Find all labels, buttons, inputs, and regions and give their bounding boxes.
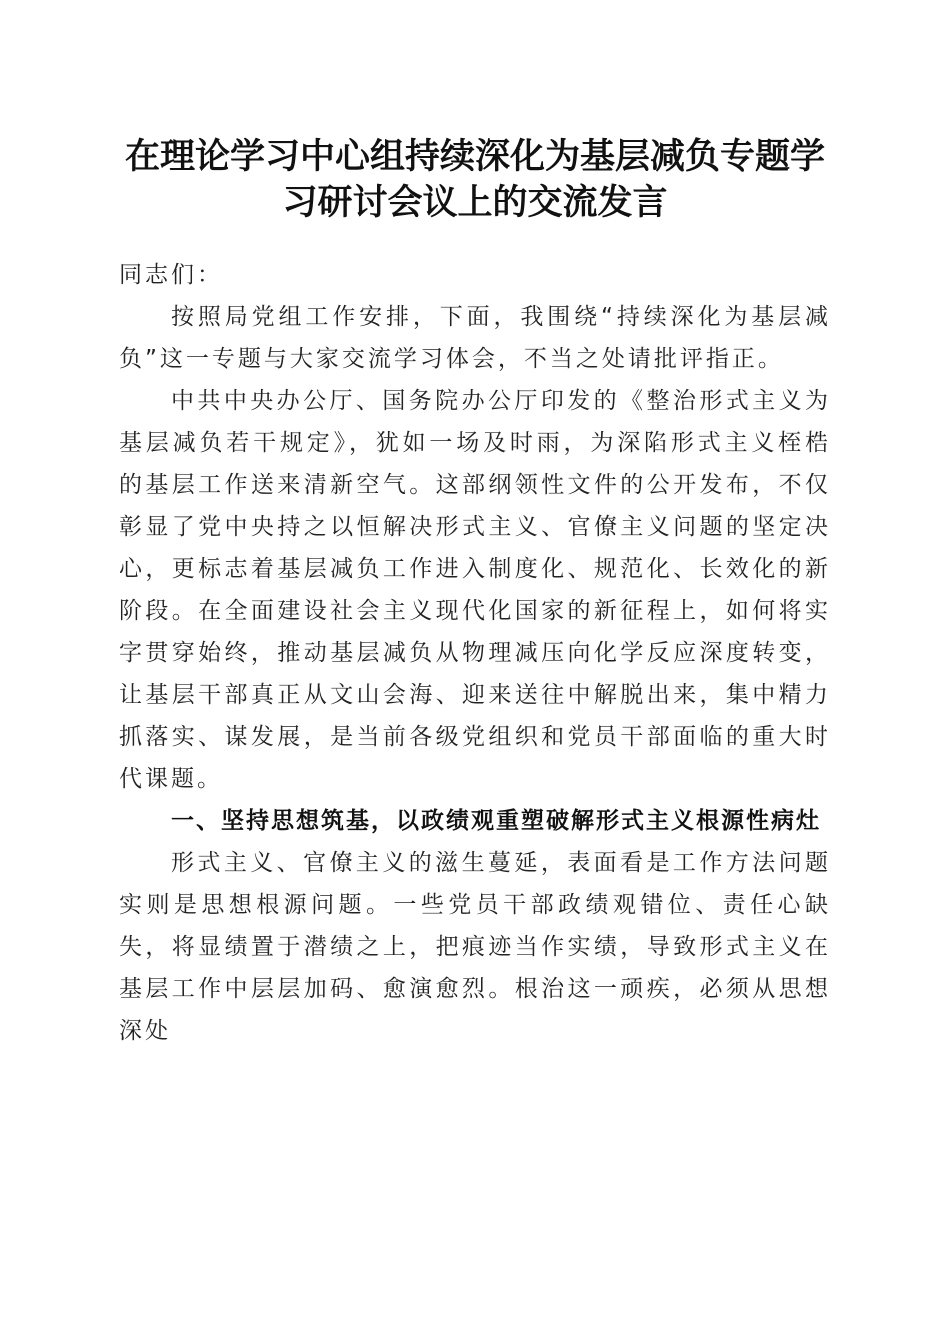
- document-body: [119, 254, 831, 1052]
- title-line-1: 在理论学习中心组持续深化为基层减负专题学: [124, 136, 825, 177]
- paragraph-background: 中共中央办公厅、国务院办公厅印发的《整治形式主义为基层减负若干规定》，犹如一场及时雨，为深陷形式主义桎梏的基层工作送来清新空气。这部纲领性文件的公开发布，不仅彰显了党中央持之以恒解决形式主义、官僚主义问题的坚定决心，更标志着基层减负工作进入制度化、规范化、长效化的新阶段。在全面建设社会主义现代化国家的新征程上，如何将实字贯穿始终，推动基层减负从物理减压向化学反应深度转变，让基层干部真正从文山会海、迎来送往中解脱出来，集中精力抓落实、谋发展，是当前各级党组织和党员干部面临的重大时代课题。: [119, 388, 831, 792]
- paragraph-intro: 按照局党组工作安排，下面，我围绕“持续深化为基层减负”这一专题与大家交流学习体会，不当之处请批评指正。: [119, 304, 831, 372]
- document-title: [100, 134, 850, 226]
- salutation: 同志们：: [119, 262, 223, 288]
- paragraph-section-1: 形式主义、官僚主义的滋生蔓延，表面看是工作方法问题实则是思想根源问题。一些党员干部政绩观错位、责任心缺失，将显绩置于潜绩之上，把痕迹当作实绩，导致形式主义在基层工作中层层加码、愈演愈烈。根治这一顽疾，必须从思想深处: [119, 850, 831, 1044]
- title-line-2: 习研讨会议上的交流发言: [282, 182, 668, 223]
- section-heading-1: 一、坚持思想筑基，以政绩观重塑破解形式主义根源性病灶: [171, 808, 821, 834]
